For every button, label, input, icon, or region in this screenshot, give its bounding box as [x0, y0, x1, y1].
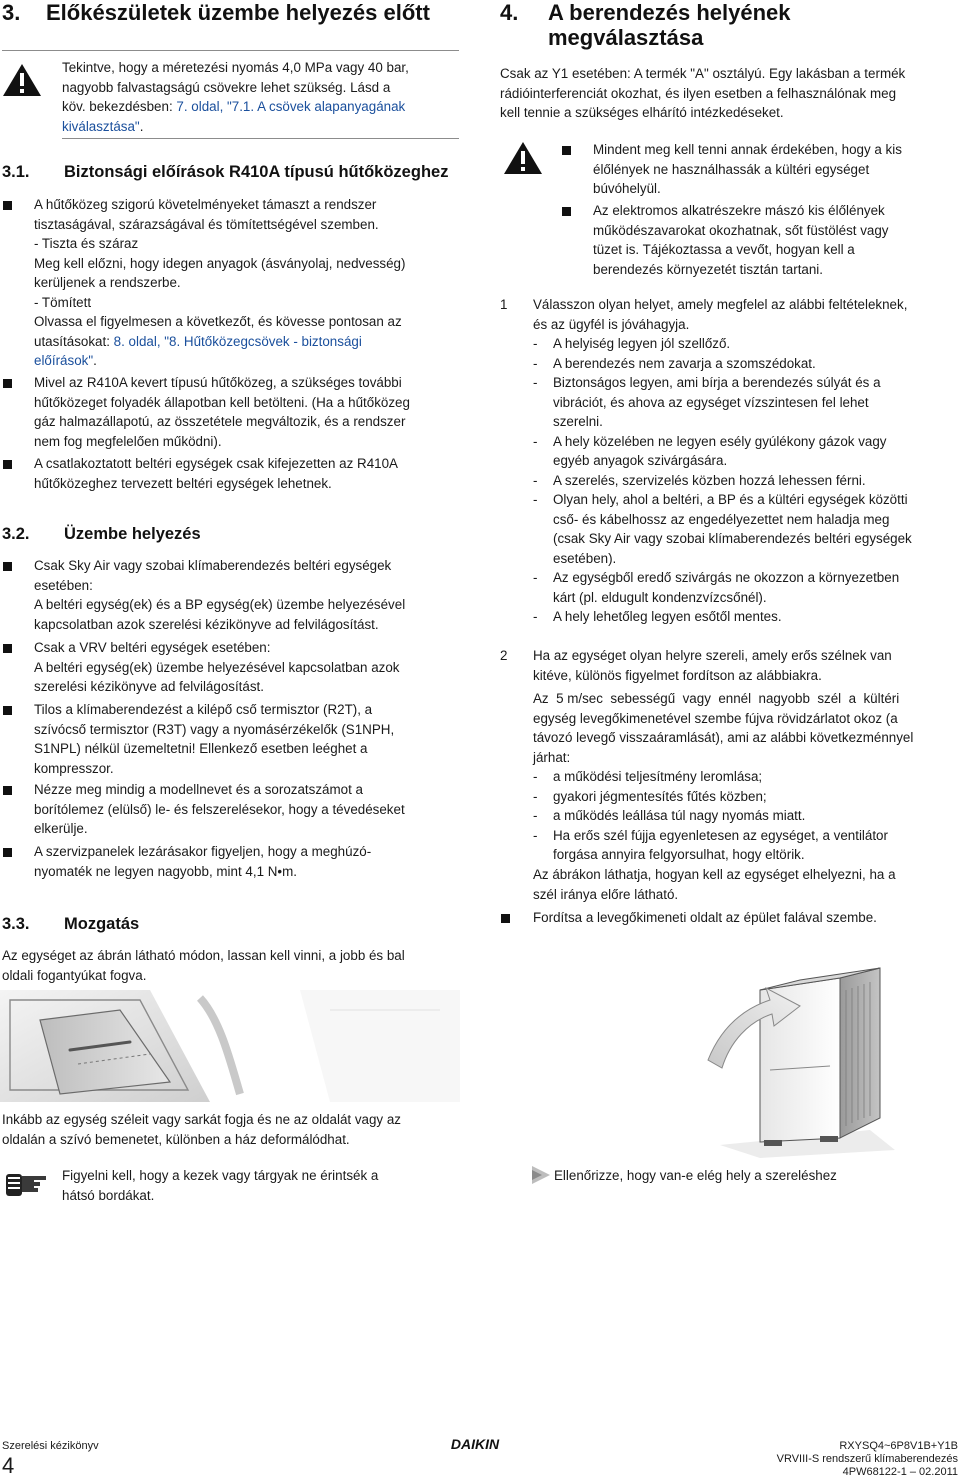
text-line: Az ábrákon láthatja, hogyan kell az egységet elhelyezni, ha a — [533, 867, 896, 882]
text-line: Inkább az egység széleit vagy sarkát fogja és ne az oldalát vagy az — [2, 1112, 401, 1127]
paragraph — [533, 865, 958, 904]
text-line: hűtőközeghez tervezett beltéri egységek lehetnek. — [34, 475, 332, 491]
text-line: kapcsolatban azok szerelési kézikönyve ad felvilágosítást. — [34, 616, 379, 632]
section-number: 4. — [500, 0, 519, 25]
text-line: szerelési kézikönyve ad felvilágosítást. — [34, 679, 264, 694]
text-line: A hely közelében ne legyen esély gyúlékony gázok vagy — [553, 433, 887, 449]
text-line: Tilos a klímaberendezést a kilépő cső termisztor (R2T), a — [34, 702, 373, 717]
bullet-icon — [3, 848, 12, 857]
text-line: szél iránya előre látható. — [533, 886, 679, 902]
hand-pointer-icon — [4, 1168, 48, 1198]
text-line: Ha erős szél fújja egyenletesen az egységet, a ventilátor — [553, 827, 888, 843]
bullet-icon — [562, 207, 571, 216]
paragraph — [533, 689, 958, 767]
intro-paragraph — [500, 64, 960, 123]
paragraph — [34, 842, 458, 881]
note-text — [62, 1166, 457, 1205]
warning-icon — [2, 62, 42, 98]
subsection-3-1-heading — [2, 162, 472, 182]
text-line: Olvassa el figyelmesen a következőt, és kövesse pontosan az — [34, 314, 402, 329]
cross-reference-link[interactable]: 7. oldal, "7.1. A csövek alapanyagának — [176, 99, 406, 114]
text-line: A szervizpanelek lezárásakor figyeljen, hogy a meghúzó- — [34, 844, 372, 859]
text-line: Az 5 m/sec sebességű vagy ennél nagyobb szél a kültéri — [533, 691, 900, 706]
text-line: utasításokat: — [34, 333, 114, 349]
paragraph: Fordítsa a levegőkimeneti oldalt az épület falával szembe. — [533, 910, 877, 925]
text-line: Csak Sky Air vagy szobai klímaberendezés beltéri egységek — [34, 558, 392, 573]
text-line: Nézze meg mindig a modellnevet és a sorozatszámot a — [34, 782, 363, 797]
paragraph — [34, 780, 458, 839]
text-line: szívócső termisztor (R3T) vagy a nyomásérzékelők (S1NPH, — [34, 721, 395, 737]
cross-reference-link[interactable]: kiválasztása" — [62, 118, 140, 134]
page-number: 4 — [2, 1453, 15, 1478]
text-line: Mivel az R410A kevert típusú hűtőközeg, a szükséges további — [34, 375, 402, 390]
text-line: Csak az Y1 esetében: A termék "A" osztályú. Egy lakásban a termék — [500, 66, 906, 81]
bullet-icon — [3, 201, 12, 210]
subsection-title: Biztonsági előírások R410A típusú hűtőközeghez — [64, 163, 449, 181]
unit-carrying-illustration — [0, 990, 460, 1102]
text-line: VRVIII-S rendszerű klímaberendezés — [776, 1453, 958, 1465]
text-line: A csatlakoztatott beltéri egységek csak kifejezetten az R410A — [34, 456, 398, 471]
brand-text: DAIKIN — [450, 1436, 500, 1452]
section-title: megválasztása — [548, 25, 704, 50]
paragraph — [2, 1110, 462, 1149]
text-line: esetében: — [34, 577, 93, 593]
bullet-icon — [3, 644, 12, 653]
text-line: hátsó bordákat. — [62, 1187, 155, 1203]
daikin-logo-graphic — [436, 1436, 514, 1452]
text-line: . — [139, 118, 144, 134]
paragraph — [34, 638, 458, 697]
subsection-number: 3.3. — [2, 915, 30, 933]
text-line: Tekintve, hogy a méretezési nyomás 4,0 MPa vagy 40 bar, — [62, 60, 409, 75]
paragraph — [34, 556, 458, 634]
text-line: köv. bekezdésben: — [62, 99, 177, 114]
text-line: cső- és kábelhossz az engedélyezettet nem haladja meg — [553, 511, 890, 527]
text-line: kell tennie a szükséges elhárító intézkedéseket. — [500, 105, 784, 120]
text-line: (csak Sky Air vagy szobai klímaberendezés beltéri egységek — [553, 531, 912, 546]
text-line: Válasszon olyan helyet, amely megfelel az alábbi feltételeknek, — [533, 297, 908, 312]
text-line: kitéve, különös figyelmet fordítson az alábbiakra. — [533, 667, 822, 683]
text-line: esetében). — [553, 550, 617, 566]
text-line: A beltéri egység(ek) üzembe helyezésével kapcsolatban azok — [34, 659, 400, 675]
outdoor-unit-wind-illustration — [700, 950, 900, 1160]
cross-reference-link[interactable]: előírások" — [34, 353, 94, 368]
text-line: gáz halmazállapotú, az összetétele megváltozik, és a rendszer — [34, 414, 406, 429]
paragraph — [2, 946, 462, 985]
text-line: A beltéri egység(ek) és a BP egység(ek) üzembe helyezésével — [34, 597, 406, 612]
warning-text — [593, 140, 950, 199]
text-line: a működési teljesítmény leromlása; — [553, 769, 763, 784]
dash-list: - a működési teljesítmény leromlása; - gyakori jégmentesítés fűtés közben; - a működés leállása túl nagy nyomás miatt. - Ha erős szél fújja egyenletesen az egységet, a ventilátor forgása annyira felgyorsulhat, hogy eltörik. — [533, 767, 958, 865]
text-line: működészavarokat okozhatnak, sőt füstölést vagy — [593, 222, 889, 238]
text-line: Figyelni kell, hogy a kezek vagy tárgyak ne érintsék a — [62, 1168, 379, 1183]
text-line: élőlények ne használhassák a kültéri egységet — [593, 161, 870, 177]
text-line: A hűtőközeg szigorú követelményeket támaszt a rendszer — [34, 197, 377, 212]
text-line: és az ügyfél is jóváhagyja. — [533, 316, 690, 332]
text-line: tisztaságával, szárazságával és tömítettségével szemben. — [34, 216, 379, 232]
text-line: . — [93, 353, 97, 368]
text-line: a működés leállása túl nagy nyomás miatt. — [553, 808, 806, 823]
text-line: egyéb anyagok szivárgására. — [553, 453, 728, 468]
cross-reference-link[interactable]: 8. oldal, "8. Hűtőközegcsövek - biztonsági — [113, 333, 362, 349]
bullet-icon — [3, 786, 12, 795]
section-4-heading — [500, 0, 960, 50]
text-line: RXYSQ4~6P8V1B+Y1B — [839, 1440, 958, 1452]
text-line: rádióinterferenciát okozhat, és ilyen esetben a felhasználónak meg — [500, 85, 897, 101]
text-line: Mindent meg kell tenni annak érdekében, hogy a kis — [593, 142, 902, 157]
bullet-icon — [3, 562, 12, 571]
text-line: távozó levegő visszaáramlását), ami az alábbi következménnyel — [533, 730, 914, 745]
text-line: - Tiszta és száraz — [34, 236, 139, 251]
text-line: elkerülje. — [34, 821, 88, 836]
text-line: búvóhelyül. — [593, 181, 661, 196]
bullet-icon — [3, 706, 12, 715]
paragraph — [533, 295, 958, 334]
text-line: vibrációt, és ahova az egységet vízszintesen fel lehet — [553, 394, 869, 410]
text-line: forgása annyira felgyorsulhat, hogy eltörik. — [553, 847, 805, 862]
text-line: Az elektromos alkatrészekre mászó kis élőlények — [593, 203, 885, 218]
paragraph — [34, 234, 458, 371]
subsection-number: 3.2. — [2, 525, 30, 543]
text-line: nem fog megfelelően működni). — [34, 433, 222, 449]
text-line: A helyiség legyen jól szellőző. — [553, 336, 731, 351]
subsection-title: Mozgatás — [64, 915, 140, 933]
divider — [62, 138, 459, 139]
paragraph — [34, 195, 458, 234]
text-line: egység levegőkimenetével szembe fújva rövidzárlatot okoz (a — [533, 710, 898, 726]
paragraph — [34, 373, 458, 451]
text-line: Olyan hely, ahol a beltéri, a BP és a kültéri egységek közötti — [553, 492, 908, 507]
bullet-icon — [3, 379, 12, 388]
subsection-title: Üzembe helyezés — [64, 525, 201, 543]
text-line: berendezés környezetét tisztán tartani. — [593, 261, 824, 277]
subsection-3-3-heading — [2, 914, 472, 934]
text-line: A szerelés, szervizelés közben hozzá lehessen férni. — [553, 472, 866, 488]
text-line: kerüljenek a rendszerbe. — [34, 275, 181, 290]
text-line: hűtőközeget folyadék állapotban kell betölteni. (Ha a hűtőközeg — [34, 394, 410, 410]
section-title: A berendezés helyének — [548, 0, 791, 25]
text-line: S1NPL) nélkül üzemeltetni! Ellenkező esetben leéghet a — [34, 741, 368, 756]
text-line: borítólemez (elülső) le- és felszerelésekor, hogy a tévedéseket — [34, 801, 405, 817]
check-note-text: Ellenőrizze, hogy van-e elég hely a szereléshez — [554, 1168, 837, 1183]
section-number: 3. — [2, 0, 21, 25]
item-number: 1 — [500, 297, 508, 312]
warning-icon — [503, 140, 543, 176]
text-line: nagyobb falvastagságú csövekre lehet szükség. Lásd a — [62, 79, 391, 95]
text-line: Az egységből eredő szivárgás ne okozzon a környezetben — [553, 570, 900, 585]
item-number: 2 — [500, 648, 508, 663]
bullet-icon — [3, 460, 12, 469]
text-line: tüzet is. Tájékoztassa a vevőt, hogyan kell a — [593, 242, 855, 257]
paragraph — [533, 646, 958, 685]
text-line: oldalán a szívó bemenetet, különben a ház deformálódhat. — [2, 1131, 350, 1147]
text-line: oldali fogantyúkat fogva. — [2, 967, 147, 983]
text-line: kompresszor. — [34, 760, 114, 776]
dash-list: - A helyiség legyen jól szellőző. - A berendezés nem zavarja a szomszédokat. - Biztonságos legyen, ami bírja a berendezés súlyát és a vibrációt, és ahova az egységet vízszintesen fel lehet szerelni. - A hely közelében ne legyen esély gyúlékony gázok vagy egyéb anyagok szivárgására. - A szerelés, szervizelés közben hozzá lehessen férni. - Olyan hely, ahol a beltéri, a BP és a kültéri egységek közötti cső- és kábelhossz az engedélyezettet nem haladja meg (csak Sky Air vagy szobai klímaberendezés beltéri egységek esetében). - Az egységből eredő szivárgás ne okozzon a környezetben kárt (pl. eldugult kondenzvízcsőnél). - A hely lehetőleg legyen esőtől mentes. — [533, 334, 958, 627]
text-line: A hely lehetőleg legyen esőtől mentes. — [553, 609, 782, 624]
text-line: szerelni. — [553, 414, 603, 429]
divider — [2, 50, 459, 51]
text-line: Biztonságos legyen, ami bírja a berendezés súlyát és a — [553, 375, 881, 390]
text-line: kárt (pl. eldugult kondenzvízcsőnél). — [553, 589, 767, 605]
arrow-check-icon — [530, 1164, 552, 1186]
subsection-number: 3.1. — [2, 163, 30, 181]
section-title: Előkészületek üzembe helyezés előtt — [46, 0, 430, 25]
text-line: A berendezés nem zavarja a szomszédokat. — [553, 355, 816, 371]
text-line: Ha az egységet olyan helyre szereli, amely erős szélnek van — [533, 648, 892, 663]
footer-doc-info — [620, 1440, 958, 1478]
subsection-3-2-heading — [2, 524, 472, 544]
text-line: Meg kell előzni, hogy idegen anyagok (ásványolaj, nedvesség) — [34, 255, 406, 271]
text-line: gyakori jégmentesítés fűtés közben; — [553, 788, 767, 804]
footer-manual-label: Szerelési kézikönyv — [2, 1440, 99, 1452]
text-line: 4PW68122-1 – 02.2011 — [842, 1466, 958, 1478]
paragraph — [34, 454, 458, 493]
bullet-icon — [562, 146, 571, 155]
warning-text — [593, 201, 950, 279]
text-line: járhat: — [533, 749, 571, 765]
warning-text — [62, 58, 457, 136]
text-line: Csak a VRV beltéri egységek esetében: — [34, 640, 271, 655]
bullet-icon — [501, 914, 510, 923]
section-3-heading — [2, 0, 472, 25]
daikin-logo — [436, 1436, 516, 1452]
text-line: Az egységet az ábrán látható módon, lassan kell vinni, a jobb és bal — [2, 948, 405, 963]
text-line: nyomaték ne legyen nagyobb, mint 4,1 N•m. — [34, 863, 297, 879]
text-line: - Tömített — [34, 294, 92, 310]
paragraph — [34, 700, 458, 778]
